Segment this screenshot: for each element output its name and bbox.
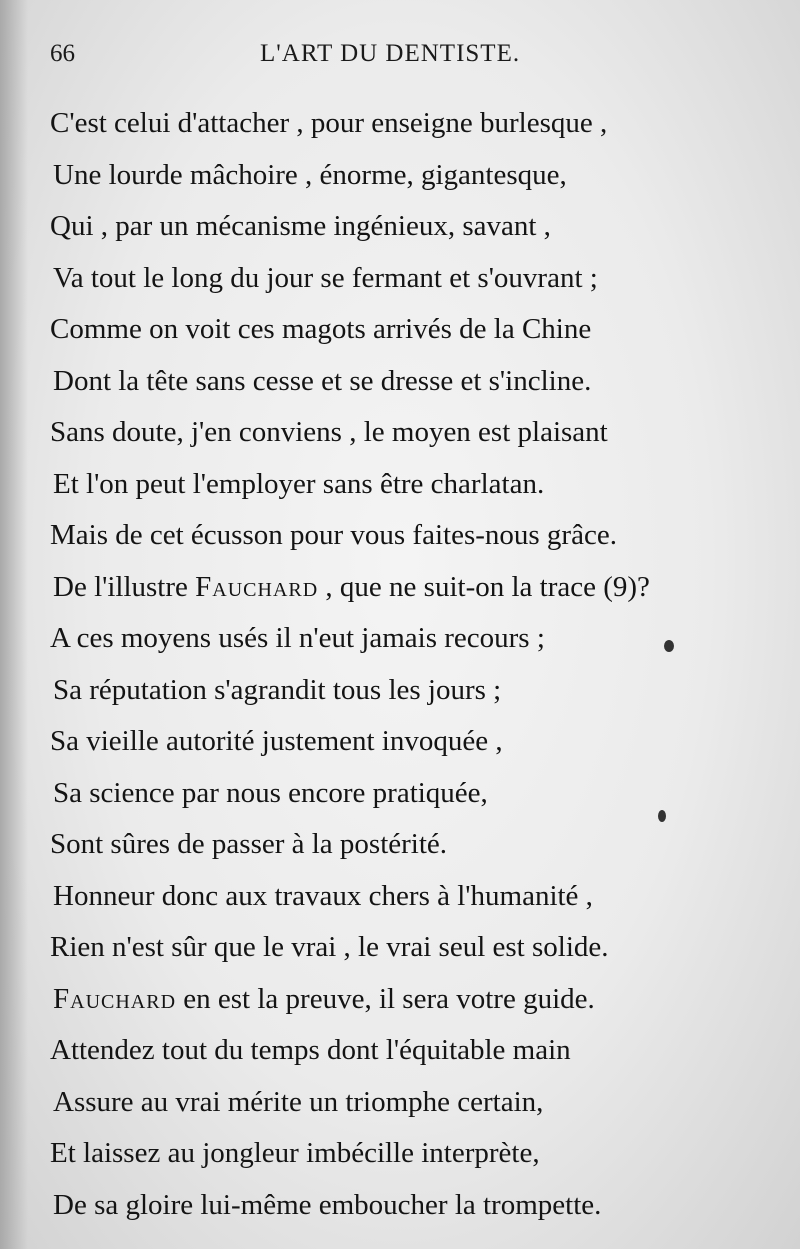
verse-line bbox=[50, 819, 780, 871]
verse-line bbox=[50, 150, 780, 202]
verse-text: Qui , par un mécanisme ingénieux, savant , bbox=[50, 210, 551, 242]
verse-line bbox=[50, 768, 780, 820]
verse-text: Sa vieille autorité justement invoquée , bbox=[50, 725, 503, 757]
verse-line bbox=[50, 613, 780, 665]
verse-line bbox=[50, 459, 780, 511]
verse-text: Rien n'est sûr que le vrai , le vrai seul est solide. bbox=[50, 931, 609, 963]
verse-line bbox=[50, 871, 780, 923]
verse-line bbox=[50, 253, 780, 305]
verse-line bbox=[50, 201, 780, 253]
verse-text: en est la preuve, il sera votre guide. bbox=[176, 982, 595, 1015]
verse-line bbox=[50, 304, 780, 356]
verse-text: A ces moyens usés il n'eut jamais recours ; bbox=[50, 622, 545, 654]
verse-line bbox=[50, 510, 780, 562]
verse-line bbox=[50, 716, 780, 768]
ink-speck bbox=[658, 810, 666, 822]
verse-text: Comme on voit ces magots arrivés de la Chine bbox=[50, 313, 592, 345]
verse-line bbox=[50, 1180, 780, 1232]
verse-line bbox=[50, 407, 780, 459]
verse-text: C'est celui d'attacher , pour enseigne burlesque , bbox=[50, 107, 608, 139]
verse-text: , que ne suit-on la trace (9)? bbox=[318, 570, 650, 603]
verse-text: Sa réputation s'agrandit tous les jours ; bbox=[53, 673, 502, 706]
verse-line bbox=[50, 356, 780, 408]
author-name: Fauchard bbox=[195, 570, 319, 603]
verse-line bbox=[50, 98, 780, 150]
verse-text: Sa science par nous encore pratiquée, bbox=[53, 776, 488, 809]
verse-text: Attendez tout du temps dont l'équitable main bbox=[50, 1034, 571, 1066]
verse-line bbox=[50, 1077, 780, 1129]
verse-line bbox=[50, 1025, 780, 1077]
verse-text: Assure au vrai mérite un triomphe certain, bbox=[53, 1085, 544, 1118]
verse-line bbox=[50, 665, 780, 717]
verse-text: De sa gloire lui-même emboucher la trompette. bbox=[53, 1188, 602, 1221]
verse-text: Une lourde mâchoire , énorme, gigantesque, bbox=[53, 158, 567, 191]
verse-text: Honneur donc aux travaux chers à l'humanité , bbox=[53, 879, 593, 912]
running-title: L'ART DU DENTISTE. bbox=[260, 40, 521, 67]
verse-text: Et laissez au jongleur imbécille interprète, bbox=[50, 1137, 540, 1169]
verse-text: Mais de cet écusson pour vous faites-nous grâce. bbox=[50, 519, 617, 551]
ink-speck bbox=[664, 640, 674, 652]
verse-text: Sans doute, j'en conviens , le moyen est plaisant bbox=[50, 416, 608, 448]
verse-text: Va tout le long du jour se fermant et s'ouvrant ; bbox=[53, 261, 598, 294]
verse-text: De l'illustre bbox=[53, 570, 196, 603]
author-name: Fauchard bbox=[53, 982, 177, 1015]
verse-text: Dont la tête sans cesse et se dresse et s'incline. bbox=[53, 364, 592, 397]
poem-text bbox=[50, 98, 780, 1231]
verse-text: Et l'on peut l'employer sans être charlatan. bbox=[53, 467, 545, 500]
page-number: 66 bbox=[50, 40, 75, 67]
verse-line bbox=[50, 562, 780, 614]
verse-line bbox=[50, 1128, 780, 1180]
verse-text: Sont sûres de passer à la postérité. bbox=[50, 828, 448, 860]
verse-line bbox=[50, 974, 780, 1026]
verse-line bbox=[50, 922, 780, 974]
page-header bbox=[50, 40, 740, 80]
